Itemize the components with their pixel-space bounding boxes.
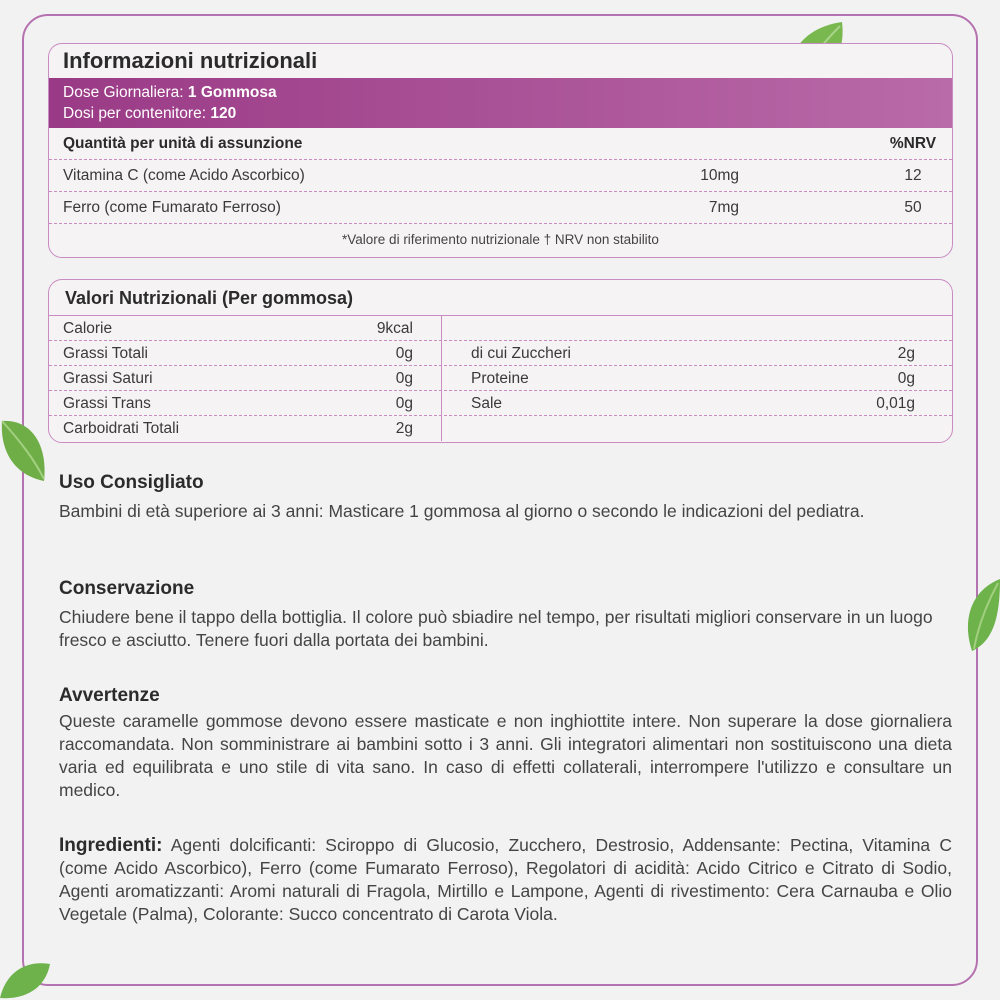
nrv-footnote: *Valore di riferimento nutrizionale † NRV non stabilito bbox=[342, 232, 659, 247]
value-label: di cui Zuccheri bbox=[471, 345, 571, 362]
usage-text: Bambini di età superiore ai 3 anni: Masticare 1 gommosa al giorno o secondo le indicazioni del pediatra. bbox=[59, 501, 865, 521]
daily-dose-label: Dose Giornaliera: bbox=[63, 84, 184, 101]
table-row bbox=[49, 316, 952, 341]
value-amount: 2g bbox=[395, 420, 413, 437]
storage-section bbox=[59, 578, 952, 652]
nutrient-name: Vitamina C (come Acido Ascorbico) bbox=[63, 167, 305, 184]
warnings-section bbox=[59, 685, 952, 802]
header-nrv-label: %NRV bbox=[889, 135, 937, 152]
nutrient-amount: 7mg bbox=[708, 199, 739, 216]
table-row bbox=[49, 416, 952, 441]
value-amount: 0g bbox=[395, 370, 413, 387]
nutrient-name: Ferro (come Fumarato Ferroso) bbox=[63, 199, 281, 216]
value-label: Grassi Saturi bbox=[63, 370, 153, 387]
nutrient-amount: 10mg bbox=[700, 167, 739, 184]
value-amount: 0g bbox=[897, 370, 915, 387]
value-amount: 0,01g bbox=[876, 395, 915, 412]
ingredients-label: Ingredienti: bbox=[59, 835, 163, 856]
nutrition-info-panel bbox=[48, 43, 953, 258]
table-row bbox=[49, 192, 952, 224]
storage-title: Conservazione bbox=[59, 578, 195, 599]
dose-band bbox=[49, 78, 952, 128]
nutrient-nrv: 50 bbox=[904, 199, 922, 216]
value-amount: 0g bbox=[395, 395, 413, 412]
nutrition-values-panel bbox=[48, 279, 953, 443]
value-label: Grassi Trans bbox=[63, 395, 151, 412]
nutrition-info-header-row bbox=[49, 128, 952, 160]
table-row bbox=[49, 341, 952, 366]
value-amount: 2g bbox=[897, 345, 915, 362]
doses-line bbox=[63, 103, 938, 124]
leaf-icon bbox=[0, 958, 52, 1000]
ingredients-section bbox=[59, 834, 952, 926]
value-label: Proteine bbox=[471, 370, 529, 387]
leaf-icon bbox=[960, 575, 1000, 655]
usage-title: Uso Consigliato bbox=[59, 472, 204, 493]
table-row bbox=[49, 160, 952, 192]
table-row bbox=[49, 366, 952, 391]
table-row bbox=[49, 391, 952, 416]
value-amount: 9kcal bbox=[376, 320, 413, 337]
warnings-title: Avvertenze bbox=[59, 685, 160, 706]
doses-value: 120 bbox=[210, 105, 237, 122]
value-label: Calorie bbox=[63, 320, 113, 337]
ingredients-paragraph bbox=[59, 834, 952, 926]
value-amount: 0g bbox=[395, 345, 413, 362]
storage-text: Chiudere bene il tappo della bottiglia. Il colore può sbiadire nel tempo, per risultati migliori conservare in un luogo fresco e asciutto. Tenere fuori dalla portata dei bambini. bbox=[59, 607, 933, 650]
header-quantity-label: Quantità per unità di assunzione bbox=[63, 135, 303, 152]
value-label: Carboidrati Totali bbox=[63, 420, 180, 437]
ingredients-text: Agenti dolcificanti: Sciroppo di Glucosio, Zucchero, Destrosio, Addensante: Pectina, Vitamina C (come Acido Ascorbico), Ferro (come Fumarato Ferroso), Regolatori di acidità: Acido Citrico e Citrato di Sodio, Agenti aromatizzanti: Aromi naturali di Fragola, Mirtillo e Lampone, Agenti di rivestimento: Cera Carnauba e Olio Vegetale (Palma), Colorante: Succo concentrato di Carota Viola. bbox=[59, 835, 952, 924]
leaf-icon bbox=[0, 415, 50, 485]
value-label: Sale bbox=[471, 395, 503, 412]
doses-label: Dosi per contenitore: bbox=[63, 105, 207, 122]
daily-dose-line bbox=[63, 82, 938, 103]
nutrition-info-title: Informazioni nutrizionali bbox=[63, 48, 318, 73]
nutrient-nrv: 12 bbox=[904, 167, 922, 184]
nutrition-values-title: Valori Nutrizionali (Per gommosa) bbox=[49, 280, 952, 316]
daily-dose-value: 1 Gommosa bbox=[187, 84, 277, 101]
value-label: Grassi Totali bbox=[63, 345, 148, 362]
warnings-text: Queste caramelle gommose devono essere masticate e non inghiottite intere. Non superare la dose giornaliera raccomandata. Non somministrare ai bambini sotto i 3 anni. Gli integratori alimentari non sostituiscono una dieta varia ed equilibrata e uno stile di vita sano. In caso di effetti collaterali, interrompere l'utilizzo e consultare un medico. bbox=[59, 711, 952, 800]
usage-section bbox=[59, 472, 952, 523]
nutrition-values-grid bbox=[49, 316, 952, 441]
